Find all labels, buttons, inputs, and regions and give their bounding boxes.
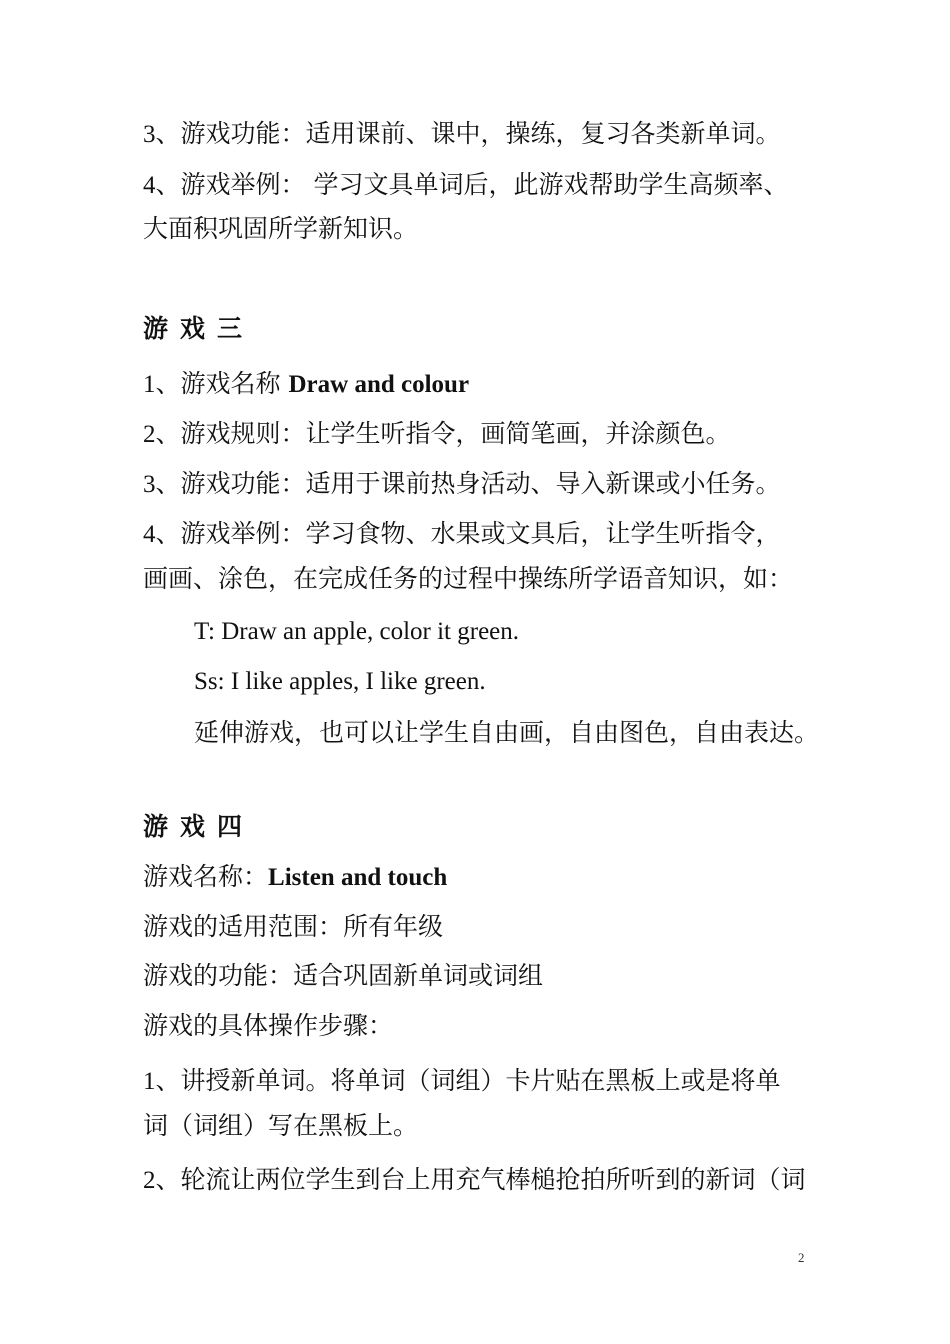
- g3-heading: 游戏三: [143, 314, 255, 343]
- g3-name-value: Draw and colour: [288, 371, 470, 398]
- g4-function: 游戏的功能：适合巩固新单词或词组: [143, 961, 544, 990]
- g4-step1-line-1: [143, 1065, 781, 1098]
- g3-dialog-students: Ss: I like apples, I like green.: [194, 668, 486, 695]
- g4-step2-line-1: [143, 1164, 806, 1197]
- g3-example-number: 4、: [143, 521, 181, 548]
- page-number: 2: [798, 1250, 805, 1265]
- g3-function-number: 3、: [143, 471, 181, 498]
- g3-name-line: [143, 368, 469, 401]
- g3-rule-line: [143, 418, 731, 451]
- g2-example-line-1: [143, 169, 788, 202]
- g4-step2-text-1: 轮流让两位学生到台上用充气棒槌抢拍所听到的新词（词: [180, 1165, 806, 1194]
- g3-rule-number: 2、: [143, 421, 181, 448]
- g2-example-text-1: 游戏举例： 学习文具单词后，此游戏帮助学生高频率、: [180, 170, 789, 199]
- g2-function-number: 3、: [143, 121, 181, 148]
- g4-scope: 游戏的适用范围：所有年级: [143, 912, 444, 941]
- g4-heading: 游戏四: [143, 812, 255, 841]
- g3-function-line: [143, 468, 781, 501]
- g2-function-text: 游戏功能：适用课前、课中，操练，复习各类新单词。: [180, 119, 781, 148]
- g4-name-value: Listen and touch: [268, 864, 448, 891]
- g3-extension: 延伸游戏，也可以让学生自由画，自由图色，自由表达。: [194, 718, 820, 747]
- g3-dialog-teacher: T: Draw an apple, color it green.: [194, 618, 520, 645]
- g4-step1-number: 1、: [143, 1068, 181, 1095]
- g3-example-line-1: [143, 518, 781, 551]
- g4-step1-line-2: 词（词组）写在黑板上。: [143, 1111, 419, 1140]
- g3-example-text-1: 游戏举例：学习食物、水果或文具后，让学生听指令，: [180, 519, 781, 548]
- g2-example-line-2: 大面积巩固所学新知识。: [143, 214, 419, 243]
- g3-rule-text: 游戏规则：让学生听指令，画简笔画，并涂颜色。: [180, 419, 731, 448]
- g2-function-line: [143, 118, 781, 151]
- g4-step2-number: 2、: [143, 1167, 181, 1194]
- g4-steps-label: 游戏的具体操作步骤：: [143, 1011, 394, 1040]
- g2-example-number: 4、: [143, 172, 181, 199]
- g4-step1-text-1: 讲授新单词。将单词（词组）卡片贴在黑板上或是将单: [180, 1066, 781, 1095]
- g3-example-line-2: 画画、涂色，在完成任务的过程中操练所学语音知识，如：: [143, 564, 794, 593]
- g4-name-line: [143, 861, 447, 894]
- g3-name-label: 游戏名称: [180, 369, 281, 398]
- g3-function-text: 游戏功能：适用于课前热身活动、导入新课或小任务。: [180, 469, 781, 498]
- g4-name-label: 游戏名称：: [143, 862, 269, 891]
- g3-name-number: 1、: [143, 371, 181, 398]
